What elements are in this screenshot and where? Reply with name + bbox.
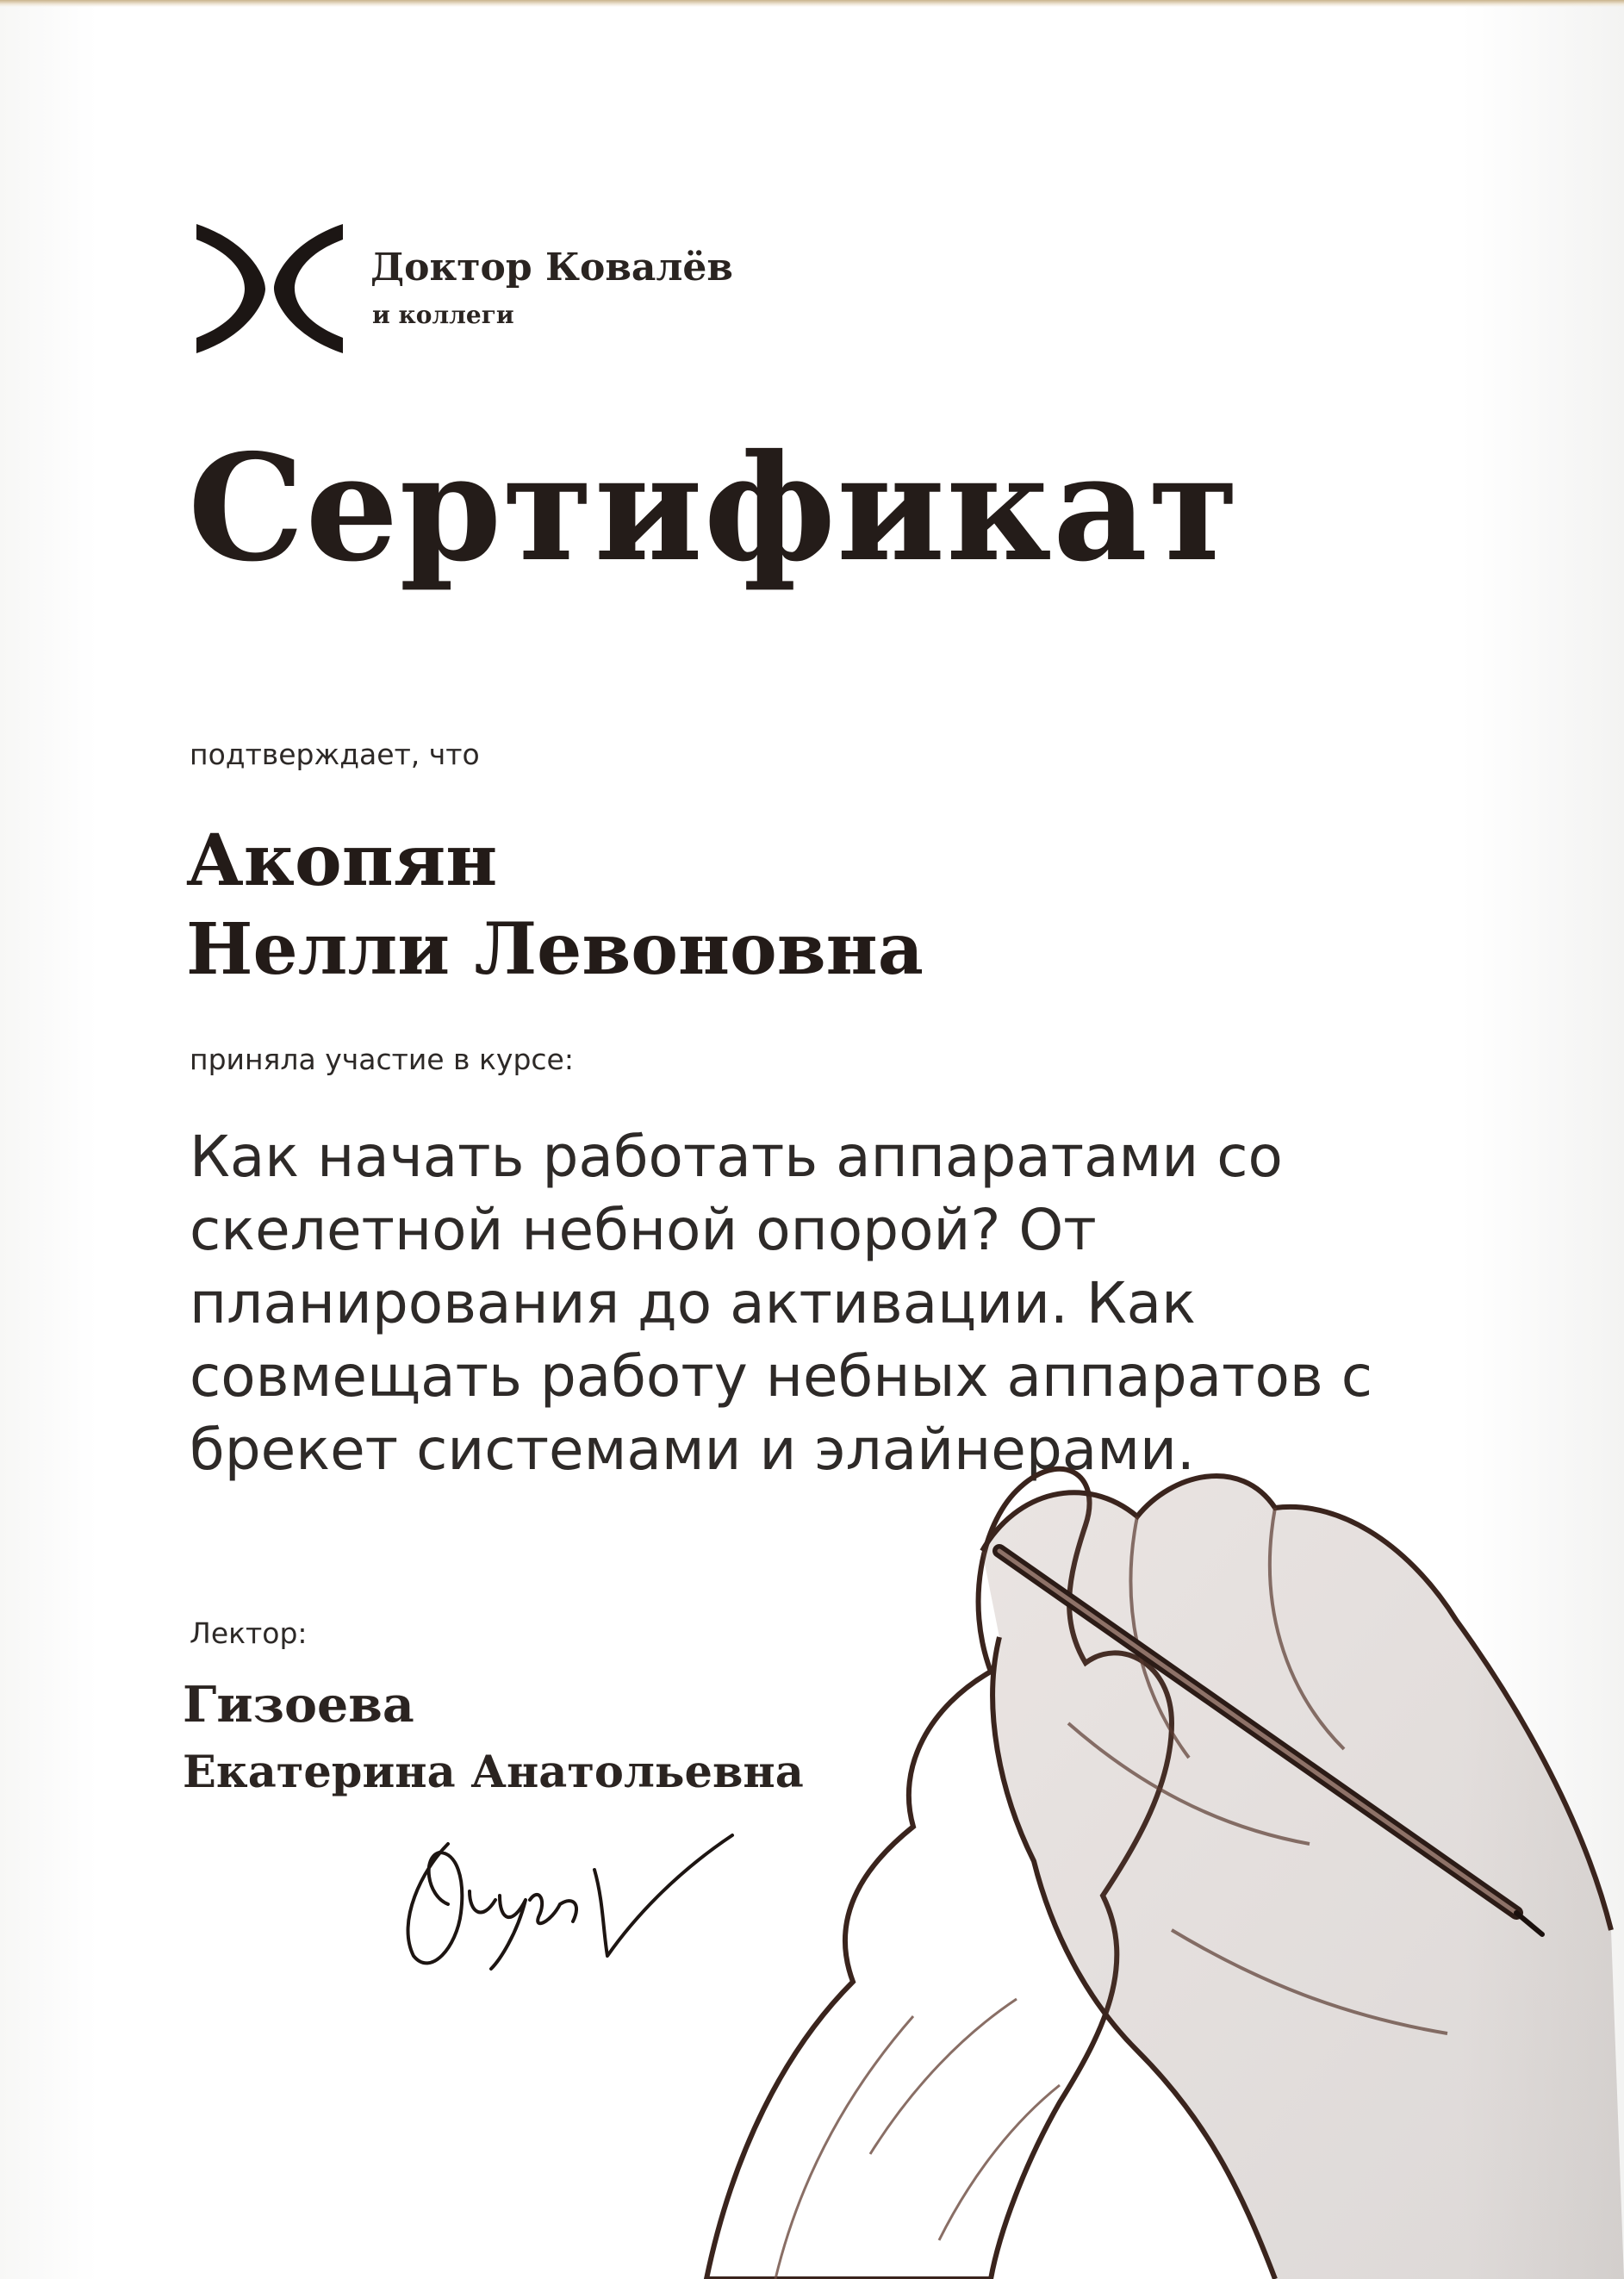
brand-subtitle: и коллеги [372,301,514,329]
confirms-text: подтверждает, что [190,738,480,771]
lecturer-surname: Гизоева [183,1676,414,1734]
signature-icon [388,1818,750,1982]
brand-name: Доктор Ковалёв [370,246,733,290]
lecturer-given-names: Екатерина Анатольевна [183,1747,804,1798]
recipient-given-names: Нелли Левоновна [186,908,924,991]
certificate-title: Сертификат [188,422,1241,595]
paper-edge [0,0,1624,7]
recipient-surname: Акопян [186,819,498,902]
lecturer-label: Лектор: [190,1616,308,1650]
brand-logo-icon [188,215,352,362]
participation-text: приняла участие в курсе: [190,1043,574,1076]
hands-with-pen-illustration [655,1379,1624,2279]
course-title: Как начать работать аппаратами со скелетной небной опорой? От планирования до активации. Как совмещать работу небных аппаратов с брекет системами и элайнерами. [190,1124,1373,1483]
